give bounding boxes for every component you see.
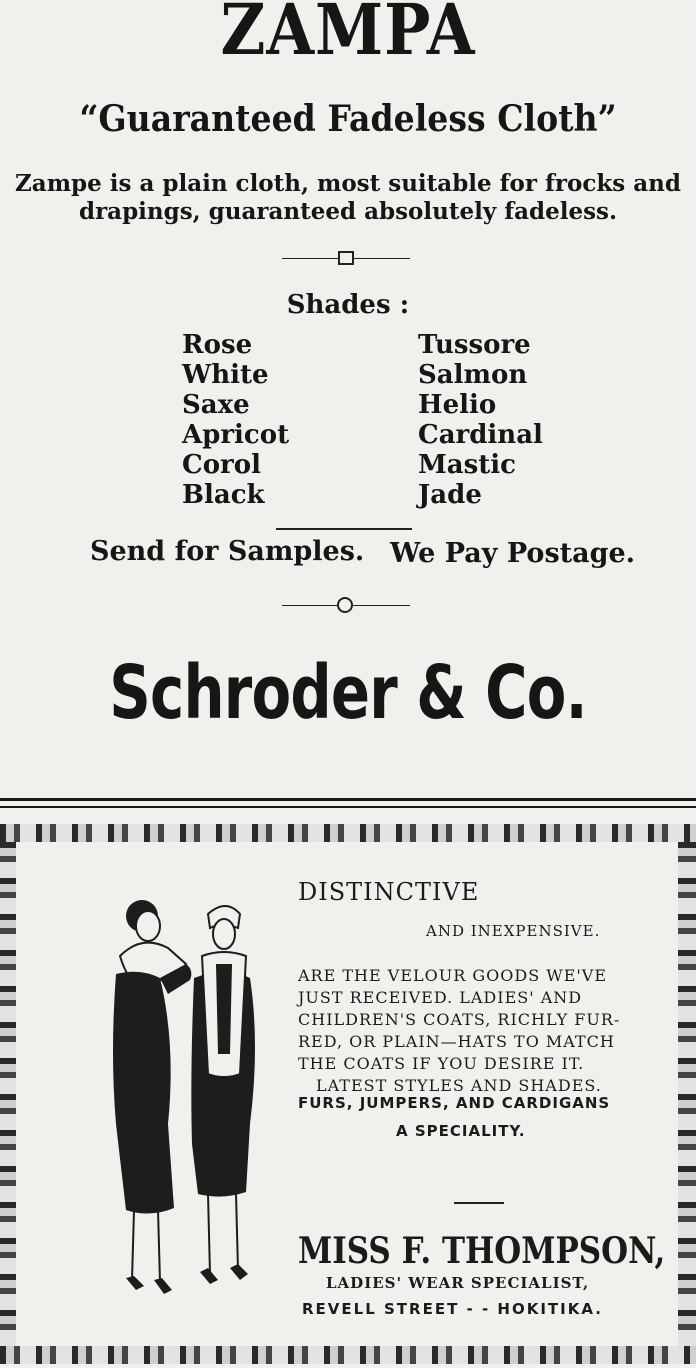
body-line: RED, OR PLAIN—HATS TO MATCH <box>298 1032 615 1051</box>
shade-item: Corol <box>182 450 261 480</box>
page-divider <box>0 806 696 808</box>
body-line: CHILDREN'S COATS, RICHLY FUR- <box>298 1010 621 1029</box>
company-name: Schroder & Co. <box>109 650 587 736</box>
a-speciality: A SPECIALITY. <box>396 1122 526 1140</box>
thompson-advertisement <box>0 824 696 1368</box>
ornamental-border-bottom <box>0 1346 696 1364</box>
shade-item: Rose <box>182 330 253 360</box>
shade-item: Black <box>182 480 265 510</box>
description-line-1: Zampe is a plain cloth, most suitable for frocks and <box>15 170 681 197</box>
body-line: ARE THE VELOUR GOODS WE'VE <box>298 966 607 985</box>
shade-item: Saxe <box>182 390 250 420</box>
shade-item: Helio <box>418 390 497 420</box>
shade-item: Tussore <box>418 330 531 360</box>
ornamental-border-left <box>0 842 16 1346</box>
ladies-wear-specialist: LADIES' WEAR SPECIALIST, <box>326 1274 590 1292</box>
ornamental-border-right <box>678 842 696 1346</box>
heading-distinctive: DISTINCTIVE <box>298 878 480 906</box>
latest-styles-line: LATEST STYLES AND SHADES. <box>316 1076 602 1095</box>
short-rule <box>454 1202 504 1204</box>
shade-item: White <box>182 360 269 390</box>
ad-title: ZAMPA <box>220 0 476 71</box>
shade-item: Mastic <box>418 450 516 480</box>
shop-address: REVELL STREET - - HOKITIKA. <box>302 1300 603 1318</box>
shades-list-left <box>182 330 289 510</box>
ornamental-border-top <box>0 824 696 842</box>
subheading-inexpensive: AND INEXPENSIVE. <box>426 922 601 940</box>
shades-label: Shades : <box>286 290 410 320</box>
description-line-2: drapings, guaranteed absolutely fadeless. <box>78 198 617 225</box>
ad-subtitle: “Guaranteed Fadeless Cloth” <box>79 98 617 140</box>
shade-item: Jade <box>418 480 482 510</box>
shade-item: Cardinal <box>418 420 543 450</box>
page-divider <box>0 798 696 801</box>
we-pay-postage: We Pay Postage. <box>390 538 636 569</box>
furs-jumpers-cardigans: FURS, JUMPERS, AND CARDIGANS <box>298 1094 611 1112</box>
body-line: JUST RECEIVED. LADIES' AND <box>298 988 583 1007</box>
body-line: THE COATS IF YOU DESIRE IT. <box>298 1054 585 1073</box>
shop-owner-name: MISS F. THOMPSON, <box>298 1230 666 1272</box>
shades-list-right <box>418 330 543 510</box>
shade-item: Apricot <box>182 420 290 450</box>
two-women-in-coats-illustration <box>90 894 280 1304</box>
short-rule <box>276 528 412 530</box>
shade-item: Salmon <box>418 360 528 390</box>
send-for-samples: Send for Samples. <box>90 536 365 567</box>
